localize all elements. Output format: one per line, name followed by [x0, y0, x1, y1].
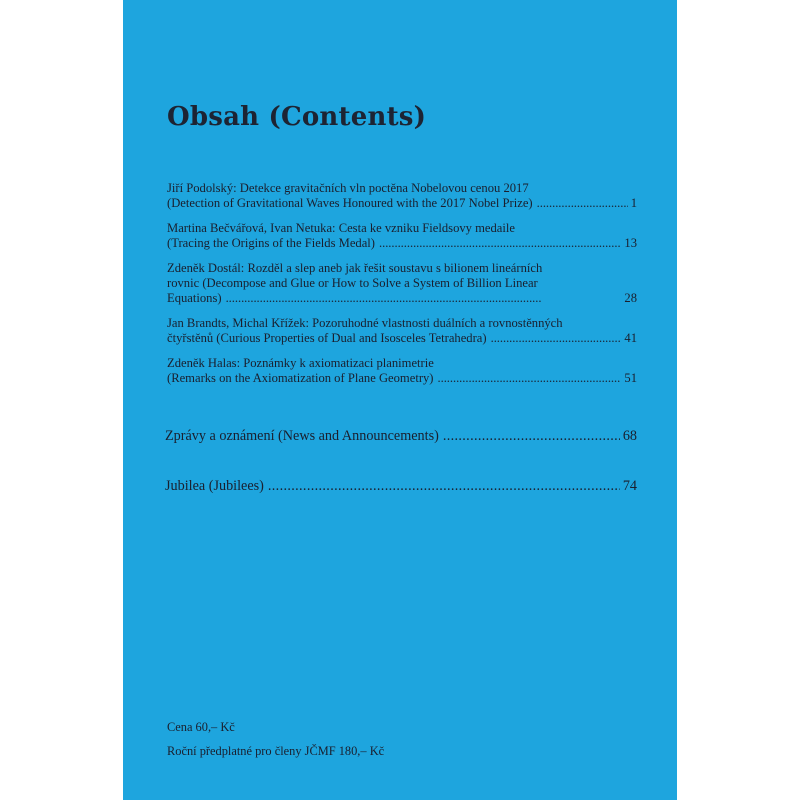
- toc-entry-line: Jan Brandts, Michal Křížek: Pozoruhodné vlastnosti duálních a rovnostěnných: [167, 316, 563, 330]
- toc-entry-page: 51: [624, 371, 637, 385]
- toc-entry-5: [167, 356, 637, 386]
- toc-entry-lastline: [167, 196, 637, 211]
- toc-section-news: [165, 428, 637, 445]
- toc-entry-page: 13: [624, 236, 637, 250]
- toc-entry-subtitle: Equations): [167, 291, 222, 305]
- toc-entry-page: 1: [630, 196, 637, 210]
- price-text: Cena 60,– Kč: [167, 720, 235, 734]
- toc-entry-lastline: [167, 291, 637, 306]
- toc-entry-subtitle: (Detection of Gravitational Waves Honoured with the 2017 Nobel Prize): [167, 196, 533, 210]
- section-label: Zprávy a oznámení (News and Announcements): [165, 428, 439, 444]
- toc-entry-page: 41: [624, 331, 637, 345]
- section-label: Jubilea (Jubilees): [165, 478, 264, 494]
- toc-entry-line: Zdeněk Dostál: Rozděl a slep aneb jak řešit soustavu s bilionem lineárních: [167, 261, 543, 275]
- toc-entry-subtitle: čtyřstěnů (Curious Properties of Dual and Isosceles Tetrahedra): [167, 331, 487, 345]
- toc-entry-4: [167, 316, 637, 346]
- dot-leader: [537, 196, 628, 211]
- dot-leader: [438, 371, 622, 386]
- toc-entry-line: Martina Bečvářová, Ivan Netuka: Cesta ke vzniku Fieldsovy medaile: [167, 221, 515, 235]
- toc-entry-3: [167, 261, 637, 306]
- section-page: 68: [622, 428, 637, 444]
- toc-entry-1: [167, 181, 637, 211]
- dot-leader: [491, 331, 622, 346]
- journal-back-cover: [123, 0, 677, 800]
- toc-entry-lastline: [167, 236, 637, 251]
- dot-leader: [443, 428, 620, 445]
- toc-entry-line: Zdeněk Halas: Poznámky k axiomatizaci planimetrie: [167, 356, 434, 370]
- subscription-text: Roční předplatné pro členy JČMF 180,– Kč: [167, 744, 385, 758]
- toc-entry-line: Jiří Podolský: Detekce gravitačních vln poctěna Nobelovou cenou 2017: [167, 181, 529, 195]
- toc-entry-lastline: [167, 371, 637, 386]
- toc-entry-2: [167, 221, 637, 251]
- dot-leader: [379, 236, 621, 251]
- contents-title: Obsah (Contents): [167, 102, 427, 132]
- toc-entry-lastline: [167, 331, 637, 346]
- toc-entry-subtitle: (Tracing the Origins of the Fields Medal): [167, 236, 375, 250]
- toc-section-jubilees: [165, 478, 637, 495]
- toc-entry-subtitle: (Remarks on the Axiomatization of Plane Geometry): [167, 371, 434, 385]
- toc-entry-line: rovnic (Decompose and Glue or How to Solve a System of Billion Linear: [167, 276, 538, 290]
- section-page: 74: [622, 478, 637, 494]
- toc-entry-page: 28: [624, 291, 637, 305]
- dot-leader: [226, 291, 622, 306]
- table-of-contents: [167, 181, 637, 396]
- dot-leader: [268, 478, 620, 495]
